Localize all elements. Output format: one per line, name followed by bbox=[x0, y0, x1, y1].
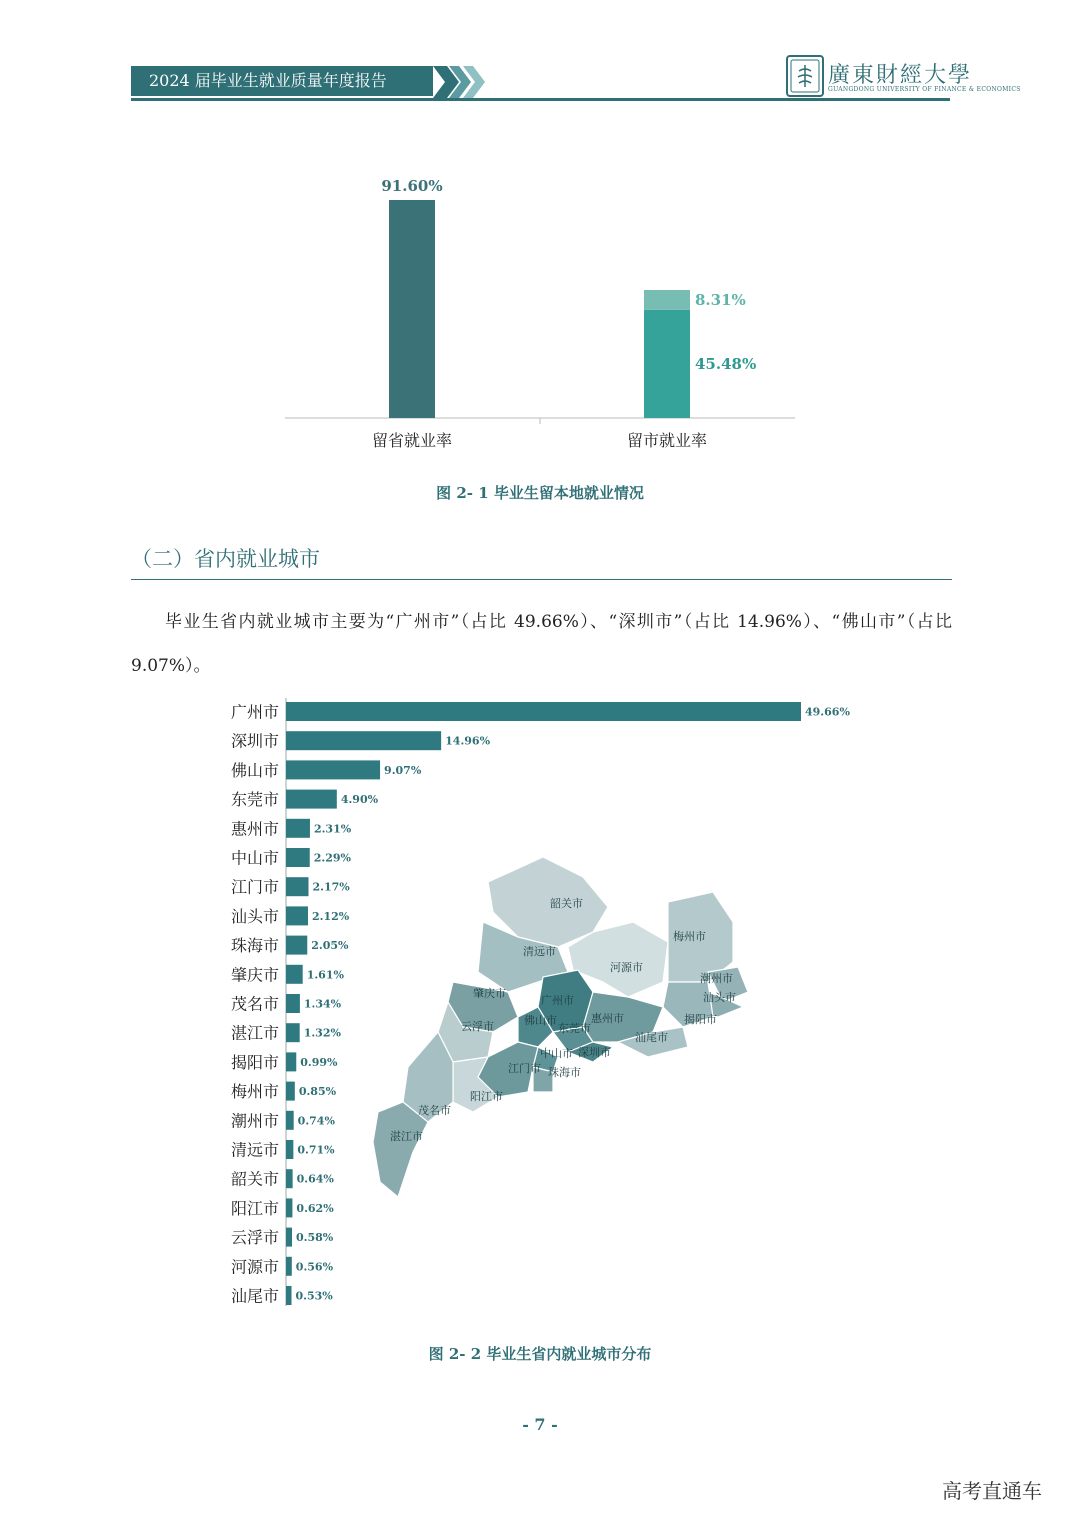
data-label: 0.64% bbox=[296, 1172, 334, 1186]
bar bbox=[286, 1257, 292, 1276]
bar bbox=[644, 310, 690, 418]
data-label: 9.07% bbox=[384, 763, 422, 777]
chevrons-icon bbox=[433, 66, 493, 98]
data-label: 14.96% bbox=[445, 734, 491, 748]
data-label: 2.29% bbox=[313, 851, 351, 865]
report-title-banner bbox=[131, 66, 433, 96]
bar bbox=[286, 819, 310, 838]
guangdong-map bbox=[368, 852, 768, 1212]
bar bbox=[286, 760, 380, 779]
map-label: 中山市 bbox=[540, 1047, 573, 1060]
category-label: 潮州市 bbox=[230, 1111, 279, 1131]
category-label: 江门市 bbox=[230, 877, 279, 897]
map-label: 惠州市 bbox=[591, 1012, 624, 1025]
bar bbox=[286, 1286, 291, 1305]
map-label: 清远市 bbox=[523, 945, 556, 958]
bar bbox=[286, 1052, 296, 1071]
category-label: 阳江市 bbox=[230, 1198, 279, 1218]
category-label: 留省就业率 bbox=[371, 431, 453, 450]
header-rule bbox=[131, 98, 950, 101]
bar bbox=[286, 1169, 293, 1188]
category-label: 留市就业率 bbox=[626, 431, 708, 450]
bar bbox=[286, 906, 308, 925]
data-label: 0.74% bbox=[297, 1114, 335, 1128]
category-label: 深圳市 bbox=[230, 731, 279, 751]
bar bbox=[286, 1082, 295, 1101]
data-label: 0.85% bbox=[298, 1085, 337, 1099]
bar bbox=[286, 1023, 300, 1042]
bar bbox=[286, 994, 300, 1013]
category-label: 惠州市 bbox=[230, 819, 279, 839]
section-rule bbox=[131, 579, 952, 580]
bar bbox=[286, 1198, 292, 1217]
bar bbox=[286, 877, 309, 896]
map-label: 广州市 bbox=[541, 994, 574, 1007]
data-label: 0.58% bbox=[296, 1231, 334, 1245]
data-label: 4.90% bbox=[340, 793, 379, 807]
map-label: 揭阳市 bbox=[684, 1013, 717, 1026]
map-label: 东莞市 bbox=[558, 1022, 591, 1035]
bar bbox=[286, 936, 307, 955]
section-heading: （二）省内就业城市 bbox=[131, 547, 320, 571]
university-english-name: GUANGDONG UNIVERSITY OF FINANCE & ECONOMICS bbox=[828, 86, 1021, 93]
data-label: 0.53% bbox=[295, 1289, 333, 1303]
map-label: 梅州市 bbox=[673, 930, 706, 943]
figure-caption: 图 2- 1 毕业生留本地就业情况 bbox=[436, 484, 644, 502]
report-title: 2024 届毕业生就业质量年度报告 bbox=[149, 71, 387, 90]
university-seal-icon bbox=[786, 55, 824, 97]
category-label: 河源市 bbox=[230, 1257, 279, 1277]
category-label: 佛山市 bbox=[230, 760, 279, 780]
body-paragraph: 毕业生省内就业城市主要为“广州市”（占比 49.66%）、“深圳市”（占比 14.96%）、“佛山市”（占比 9.07%）。 bbox=[131, 612, 952, 676]
map-label: 云浮市 bbox=[461, 1020, 494, 1033]
category-label: 汕尾市 bbox=[230, 1286, 279, 1306]
bar bbox=[286, 965, 303, 984]
category-label: 清远市 bbox=[230, 1140, 279, 1160]
data-label: 0.62% bbox=[296, 1201, 334, 1215]
data-label: 49.66% bbox=[805, 705, 850, 719]
bar bbox=[286, 1140, 293, 1159]
bar bbox=[286, 702, 801, 721]
map-label: 阳江市 bbox=[470, 1090, 503, 1103]
category-label: 韶关市 bbox=[230, 1169, 279, 1189]
category-label: 湛江市 bbox=[230, 1023, 279, 1043]
category-label: 肇庆市 bbox=[230, 965, 279, 985]
map-label: 湛江市 bbox=[390, 1130, 423, 1143]
data-label: 2.31% bbox=[313, 822, 352, 836]
map-label: 河源市 bbox=[610, 961, 643, 974]
bar bbox=[286, 731, 441, 750]
category-label: 东莞市 bbox=[230, 790, 279, 810]
figure-caption: 图 2- 2 毕业生省内就业城市分布 bbox=[428, 1345, 652, 1363]
category-label: 珠海市 bbox=[230, 936, 279, 956]
data-label: 2.12% bbox=[311, 909, 350, 923]
data-label: 2.05% bbox=[311, 939, 349, 953]
map-label: 深圳市 bbox=[578, 1046, 611, 1059]
map-label: 韶关市 bbox=[550, 897, 583, 910]
data-label: 0.99% bbox=[300, 1055, 338, 1069]
university-name: 廣東財經大學 bbox=[828, 63, 973, 88]
data-label: 2.17% bbox=[312, 880, 350, 894]
data-label: 1.32% bbox=[303, 1026, 341, 1040]
data-label: 8.31% bbox=[695, 290, 746, 309]
category-label: 茂名市 bbox=[230, 994, 279, 1014]
bar bbox=[286, 1111, 294, 1130]
bar bbox=[389, 200, 435, 418]
bar bbox=[286, 1228, 292, 1247]
map-label: 茂名市 bbox=[418, 1104, 451, 1117]
map-label: 佛山市 bbox=[524, 1014, 557, 1027]
data-label: 45.48% bbox=[695, 354, 757, 373]
map-label: 汕头市 bbox=[703, 991, 736, 1004]
category-label: 中山市 bbox=[230, 848, 279, 868]
watermark: 高考直通车 bbox=[942, 1479, 1042, 1503]
map-label: 江门市 bbox=[508, 1062, 541, 1075]
data-label: 1.61% bbox=[306, 968, 344, 982]
map-label: 肇庆市 bbox=[473, 987, 506, 1000]
data-label: 0.56% bbox=[295, 1260, 334, 1274]
category-label: 汕头市 bbox=[230, 906, 279, 926]
map-label: 潮州市 bbox=[700, 972, 733, 985]
local-employment-chart bbox=[260, 140, 820, 470]
category-label: 广州市 bbox=[230, 702, 279, 722]
data-label: 1.34% bbox=[303, 997, 342, 1011]
category-label: 梅州市 bbox=[230, 1082, 279, 1102]
category-label: 云浮市 bbox=[230, 1228, 279, 1248]
page-number: - 7 - bbox=[522, 1415, 558, 1434]
bar bbox=[286, 790, 337, 809]
data-label: 0.71% bbox=[297, 1143, 335, 1157]
map-label: 珠海市 bbox=[548, 1066, 581, 1079]
bar bbox=[644, 290, 690, 310]
map-label: 汕尾市 bbox=[635, 1031, 668, 1044]
data-label: 91.60% bbox=[381, 176, 443, 195]
category-label: 揭阳市 bbox=[230, 1052, 279, 1072]
bar bbox=[286, 848, 310, 867]
